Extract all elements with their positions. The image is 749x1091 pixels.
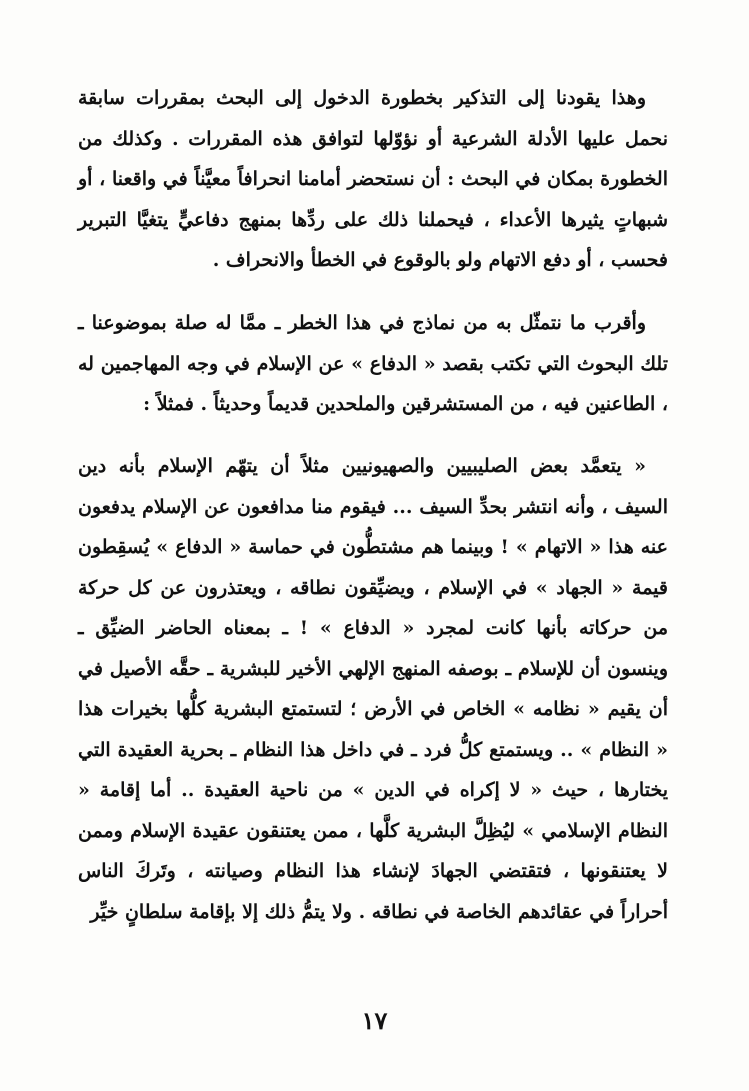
paragraph-defensive-research-examples <box>78 303 668 425</box>
paragraph-text: وأقرب ما نتمثّل به من نماذج في هذا الخطر ـ ممَّا له صلة بموضوعنا ـ تلك البحوث التي تكتب بقصد « الدفاع » عن الإسلام في وجه المهاجمين له ، الطاعنين فيه ، من المستشرقين والملحدين قديماً وحديثاً . فمثلاً : <box>78 312 668 415</box>
paragraph-text: وهذا يقودنا إلى التذكير بخطورة الدخول إلى البحث بمقررات سابقة نحمل عليها الأدلة الشرعية أو نؤوّلها لتوافق هذه المقررات . وكذلك من الخطورة بمكان في البحث : أن نستحضر أمامنا انحرافاً معيَّناً في واقعنا ، أو شبهاتٍ يثيرها الأعداء ، فيحملنا ذلك على ردِّها بمنهج دفاعيٍّ يتغيَّا التبرير فحسب ، أو دفع الاتهام ولو بالوقوع في الخطأ والانحراف . <box>78 87 668 271</box>
page-number: ١٧ <box>361 1006 388 1035</box>
paragraph-dangers-of-preconceptions <box>78 78 668 281</box>
paragraph-text: « يتعمَّد بعض الصليبيين والصهيونيين مثلاً أن يتهّم الإسلام بأنه دين السيف ، وأنه انتشر بحدِّ السيف ... فيقوم منا مدافعون عن الإسلام يدفعون عنه هذا « الاتهام » ! وبينما هم مشتطُّون في حماسة « الدفاع » يُسقِطون قيمة « الجهاد » في الإسلام ، ويضيِّقون نطاقه ، ويعتذرون عن كل حركة من حركاته بأنها كانت لمجرد « الدفاع » ! ـ بمعناه الحاضر الضيِّق ـ وينسون أن للإسلام ـ بوصفه المنهج الإلهي الأخير للبشرية ـ حقَّه الأصيل في أن يقيم « نظامه » الخاص في الأرض ؛ لتستمتع البشرية كلُّها بخيرات هذا « النظام » .. ويستمتع كلُّ فرد ـ في داخل هذا النظام ـ بحرية العقيدة التي يختارها ، حيث « لا إكراه في الدين » من ناحية العقيدة .. أما إقامة « النظام الإسلامي » ليُظِلَّ البشرية كلَّها ، ممن يعتنقون عقيدة الإسلام وممن لا يعتنقونها ، فتقتضي الجهادَ لإنشاء هذا النظام وصيانته ، وتَركَ الناس أحراراً في عقائدهم الخاصة في نطاقه . ولا يتمُّ ذلك إلا بإقامة سلطانٍ خيِّر <box>78 455 668 923</box>
paragraph-quote-jihad <box>78 446 668 932</box>
